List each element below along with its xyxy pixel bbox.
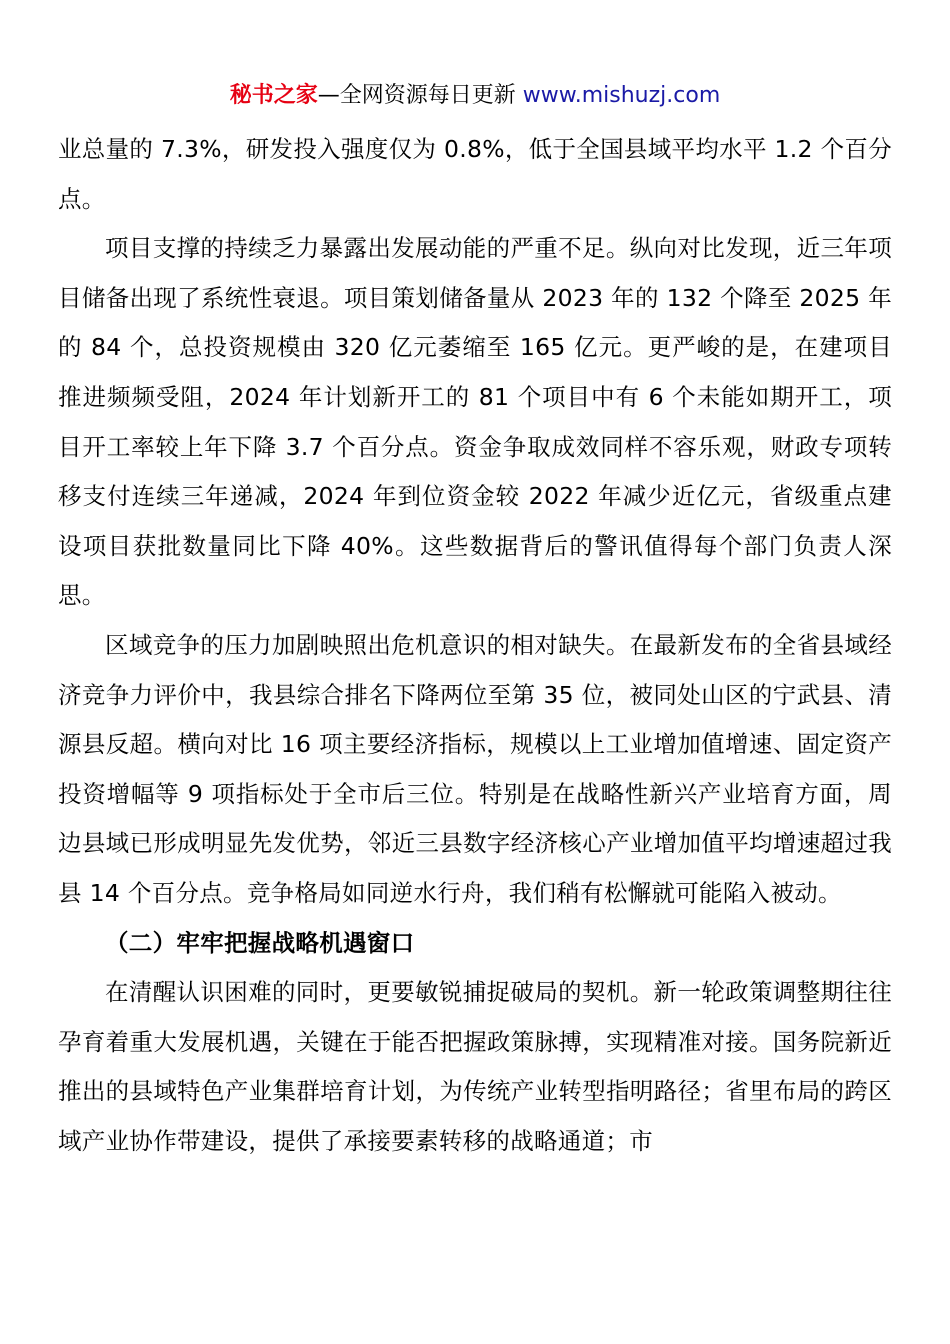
page-header (0, 80, 950, 112)
paragraph-project-support: 项目支撑的持续乏力暴露出发展动能的严重不足。纵向对比发现，近三年项目储备出现了系统性衰退。项目策划储备量从 2023 年的 132 个降至 2025 年的 84 个，总投资规模由 320 亿元萎缩至 165 亿元。更严峻的是，在建项目推进频频受阻，2024 年计划新开工的 81 个项目中有 6 个未能如期开工，项目开工率较上年下降 3.7 个百分点。资金争取成效同样不容乐观，财政专项转移支付连续三年递减，2024 年到位资金较 2022 年减少近亿元，省级重点建设项目获批数量同比下降 40%。这些数据背后的警讯值得每个部门负责人深思。 (58, 234, 892, 610)
paragraph-strategic-opportunity: 在清醒认识困难的同时，更要敏锐捕捉破局的契机。新一轮政策调整期往往孕育着重大发展机遇，关键在于能否把握政策脉搏，实现精准对接。国务院新近推出的县域特色产业集群培育计划，为传统产业转型指明路径；省里布局的跨区域产业协作带建设，提供了承接要素转移的战略通道；市 (58, 978, 892, 1155)
paragraph-continuation: 业总量的 7.3%，研发投入强度仅为 0.8%，低于全国县域平均水平 1.2 个百分点。 (58, 135, 892, 213)
document-body (58, 125, 892, 1166)
brand-name: 秘书之家 (229, 83, 318, 108)
site-url-link[interactable]: www.mishuzj.com (522, 83, 721, 108)
section-heading: （二）牢牢把握战略机遇窗口 (105, 928, 415, 957)
header-tagline: —全网资源每日更新 (317, 83, 516, 108)
paragraph-regional-competition: 区域竞争的压力加剧映照出危机意识的相对缺失。在最新发布的全省县域经济竞争力评价中，我县综合排名下降两位至第 35 位，被同处山区的宁武县、清源县反超。横向对比 16 项主要经济指标，规模以上工业增加值增速、固定资产投资增幅等 9 项指标处于全市后三位。特别是在战略性新兴产业培育方面，周边县域已形成明显先发优势，邻近三县数字经济核心产业增加值平均增速超过我县 14 个百分点。竞争格局如同逆水行舟，我们稍有松懈就可能陷入被动。 (58, 630, 892, 907)
